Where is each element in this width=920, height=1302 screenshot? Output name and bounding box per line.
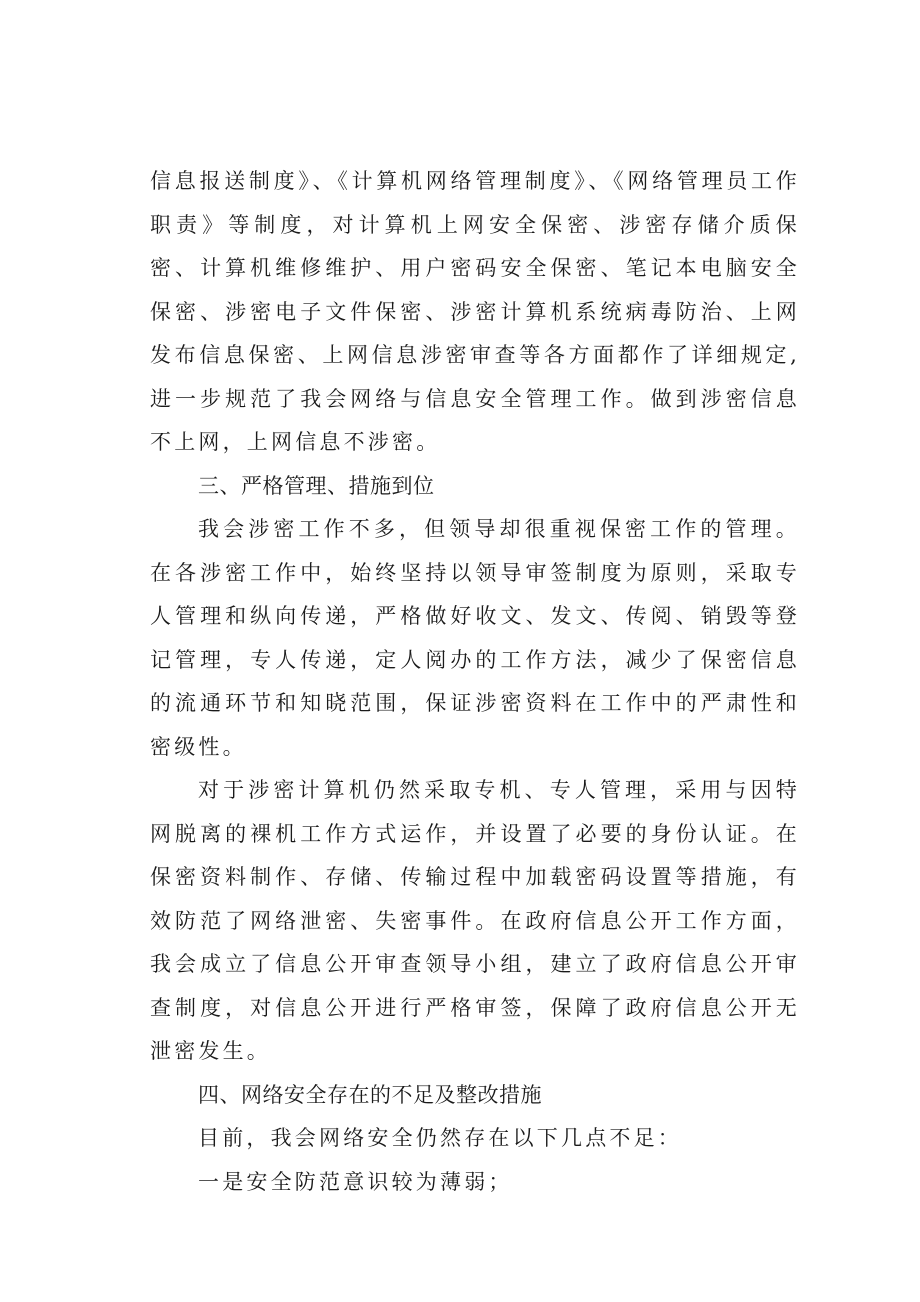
paragraph-regulations: 信息报送制度》、《计算机网络管理制度》、《网络管理员工作职责》等制度，对计算机上网安全保密、涉密存储介质保密、计算机维修维护、用户密码安全保密、笔记本电脑安全保密、涉密电子文件保密、涉密计算机系统病毒防治、上网发布信息保密、上网信息涉密审查等各方面都作了详细规定,进一步规范了我会网络与信息安全管理工作。做到涉密信息不上网，上网信息不涉密。 (150, 169, 800, 454)
section-heading-3: 三、严格管理、措施到位 (198, 473, 435, 498)
paragraph-management: 我会涉密工作不多，但领导却很重视保密工作的管理。在各涉密工作中，始终坚持以领导审签制度为原则，采取专人管理和纵向传递，严格做好收文、发文、传阅、销毁等登记管理，专人传递，定人阅办的工作方法，减少了保密信息的流通环节和知晓范围，保证涉密资料在工作中的严肃性和密级性。 (150, 517, 800, 759)
section-heading-4: 四、网络安全存在的不足及整改措施 (198, 1082, 542, 1107)
paragraph-computer-security: 对于涉密计算机仍然采取专机、专人管理，采用与因特网脱离的裸机工作方式运作，并设置了必要的身份认证。在保密资料制作、存储、传输过程中加载密码设置等措施，有效防范了网络泄密、失密事件。在政府信息公开工作方面，我会成立了信息公开审查领导小组，建立了政府信息公开审查制度，对信息公开进行严格审签，保障了政府信息公开无泄密发生。 (150, 778, 800, 1063)
paragraph-shortcomings-intro: 目前，我会网络安全仍然存在以下几点不足： (198, 1126, 682, 1150)
paragraph-shortcoming-1: 一是安全防范意识较为薄弱； (198, 1169, 513, 1194)
document-body (150, 160, 800, 1204)
